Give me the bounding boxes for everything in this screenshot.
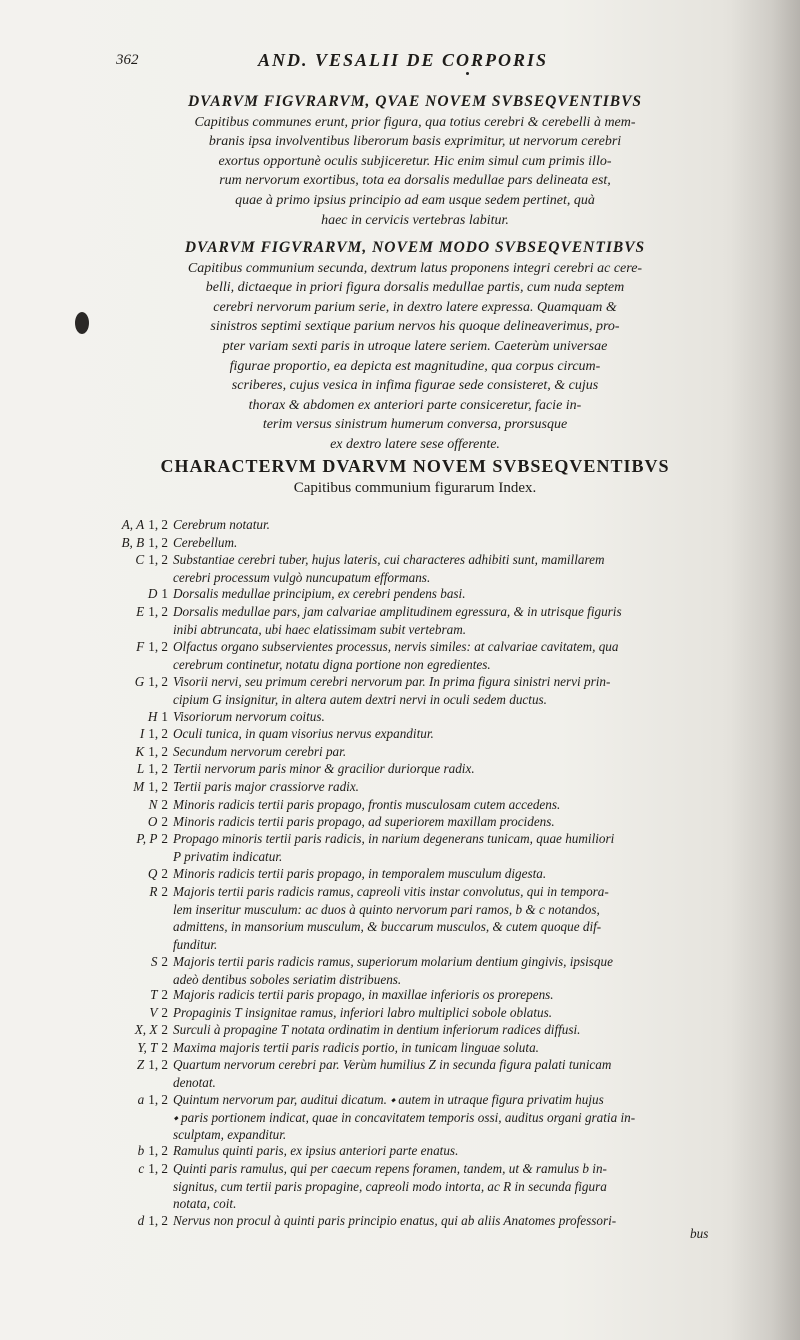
entry-figure-ref: 2 bbox=[161, 1005, 168, 1020]
entry-line: Ramulus quinti paris, ex ipsius anteriori parte enatus. bbox=[173, 1143, 459, 1158]
entry-line: Majoris radicis tertii paris propago, in maxillae inferioris os prorepens. bbox=[173, 987, 554, 1002]
entry-figure-ref: 1, 2 bbox=[148, 552, 168, 567]
entry-text bbox=[173, 1212, 710, 1230]
entry-line: cipium G insignitur, in altera autem dextri nervi in oculi sedem ductus. bbox=[173, 691, 547, 707]
entry-line: Majoris tertii paris radicis ramus, capreoli vitis instar convolutus, qui in tempora- bbox=[173, 884, 609, 899]
entry-text bbox=[173, 725, 710, 743]
entry-text bbox=[173, 986, 710, 1004]
index-entry bbox=[40, 551, 710, 586]
entry-figure-ref: 1, 2 bbox=[148, 761, 168, 776]
entry-line: Surculi à propagine T notata ordinatim in dentium inferiorum radices diffusi. bbox=[173, 1022, 581, 1037]
index-entry bbox=[40, 585, 710, 603]
entry-letter: C bbox=[135, 552, 145, 567]
entry-text bbox=[173, 865, 710, 883]
entry-line: Quintum nervorum par, auditui dicatum. ⬩ autem in utraque figura privatim hujus bbox=[173, 1092, 604, 1107]
entry-letter: V bbox=[149, 1005, 158, 1020]
entry-letter: I bbox=[139, 726, 145, 741]
entry-line: signitus, cum tertii paris propagine, capreoli modo intorta, ac R in secunda figura bbox=[173, 1178, 607, 1194]
index-entry bbox=[40, 673, 710, 708]
index-entry bbox=[40, 865, 710, 883]
entry-letter: F bbox=[136, 639, 145, 654]
entry-line: Cerebrum notatur. bbox=[173, 517, 270, 532]
entry-line: Minoris radicis tertii paris propago, ad superiorem maxillam procidens. bbox=[173, 814, 555, 829]
entry-letter: c bbox=[138, 1161, 145, 1176]
entry-text bbox=[173, 585, 710, 603]
entry-line: Tertii paris major crassiorve radix. bbox=[173, 779, 359, 794]
caption-title: DVARVM FIGVRARVM, QVAE NOVEM SVBSEQVENTIBVS bbox=[187, 93, 643, 110]
entry-label bbox=[40, 516, 168, 534]
entry-figure-ref: 1, 2 bbox=[148, 726, 168, 741]
entry-letter: L bbox=[136, 761, 145, 776]
entry-label bbox=[40, 708, 168, 726]
index-title: CHARACTERVM DVARVM NOVEM SVBSEQVENTIBVS bbox=[160, 456, 670, 476]
entry-letter: E bbox=[136, 604, 145, 619]
entry-letter: d bbox=[137, 1213, 145, 1228]
entry-figure-ref: 1, 2 bbox=[148, 517, 168, 532]
entry-label bbox=[40, 1004, 168, 1022]
entry-figure-ref: 1, 2 bbox=[148, 674, 168, 689]
entry-label bbox=[40, 953, 168, 971]
index-entry bbox=[40, 883, 710, 953]
entry-line: Tertii nervorum paris minor & gracilior duriorque radix. bbox=[173, 761, 475, 776]
index-entry bbox=[40, 708, 710, 726]
caption-first-figure bbox=[130, 92, 700, 230]
entry-line: Visorii nervi, seu primum cerebri nervorum par. In prima figura sinistri nervi prin- bbox=[173, 674, 611, 689]
entry-figure-ref: 2 bbox=[161, 866, 168, 881]
caption-second-figure bbox=[130, 238, 700, 455]
entry-line: Maxima majoris tertii paris radicis portio, in tunicam linguae soluta. bbox=[173, 1040, 539, 1055]
page-number: 362 bbox=[116, 52, 139, 68]
entry-figure-ref: 1, 2 bbox=[148, 779, 168, 794]
caption-line: Capitibus communes erunt, prior figura, qua totius cerebri & cerebelli à mem- bbox=[194, 114, 636, 130]
entry-line: denotat. bbox=[173, 1074, 216, 1090]
entry-figure-ref: 2 bbox=[161, 1022, 168, 1037]
index-entry bbox=[40, 725, 710, 743]
entry-line: Propaginis T insignitae ramus, inferiori labro multiplici sobole oblatus. bbox=[173, 1005, 553, 1020]
entry-label bbox=[40, 1039, 168, 1057]
entry-text bbox=[173, 603, 710, 638]
index-entry bbox=[40, 534, 710, 552]
running-head: AND. VESALII DE CORPORIS bbox=[258, 50, 549, 70]
index-entry bbox=[40, 1021, 710, 1039]
entry-label bbox=[40, 1142, 168, 1160]
index-entry bbox=[40, 638, 710, 673]
index-entry bbox=[40, 1091, 710, 1144]
entry-figure-ref: 2 bbox=[161, 797, 168, 812]
entry-letter: P, P bbox=[136, 831, 158, 846]
entry-label bbox=[40, 830, 168, 848]
entry-letter: a bbox=[137, 1092, 145, 1107]
caption-line: terim versus sinistrum humerum conversa, prorsusque bbox=[262, 417, 568, 433]
entry-label bbox=[40, 585, 168, 603]
caption-line: thorax & abdomen ex anteriori parte consiceretur, facie in- bbox=[248, 397, 582, 413]
entry-line: notata, coit. bbox=[173, 1196, 237, 1212]
entry-text bbox=[173, 673, 710, 708]
index-entry bbox=[40, 830, 710, 865]
entry-line: lem inseritur musculum: ac duos à quinto nervorum pari ramos, b & c notandos, bbox=[173, 901, 600, 917]
entry-figure-ref: 1, 2 bbox=[148, 1143, 168, 1158]
entry-label bbox=[40, 551, 168, 569]
caption-line: figurae proportio, ea depicta est magnitudine, qua corpus circum- bbox=[229, 358, 601, 374]
entry-figure-ref: 1, 2 bbox=[148, 639, 168, 654]
entry-text bbox=[173, 760, 710, 778]
entry-text bbox=[173, 830, 710, 865]
entry-line: Substantiae cerebri tuber, hujus lateris, cui characteres adhibiti sunt, mamillarem bbox=[173, 552, 605, 567]
index-entry bbox=[40, 760, 710, 778]
entry-line: Nervus non procul à quinti paris principio enatus, qui ab aliis Anatomes professori- bbox=[173, 1213, 617, 1228]
entry-text bbox=[173, 1021, 710, 1039]
entry-letter: M bbox=[133, 779, 145, 794]
head-dot bbox=[466, 72, 469, 75]
entry-figure-ref: 2 bbox=[161, 1040, 168, 1055]
entry-text bbox=[173, 1039, 710, 1057]
entry-text bbox=[173, 1056, 710, 1091]
entry-letter: D bbox=[147, 586, 158, 601]
index-entry bbox=[40, 796, 710, 814]
entry-letter: b bbox=[137, 1143, 145, 1158]
entry-line: Visoriorum nervorum coitus. bbox=[173, 709, 325, 724]
caption-line: ex dextro latere sese offerente. bbox=[330, 436, 500, 452]
entry-line: Propago minoris tertii paris radicis, in narium degenerans tunicam, quae humiliori bbox=[173, 831, 615, 846]
entry-text bbox=[173, 708, 710, 726]
index-entry bbox=[40, 986, 710, 1004]
entry-text bbox=[173, 953, 710, 988]
entry-label bbox=[40, 1056, 168, 1074]
entry-letter: T bbox=[150, 987, 158, 1002]
entry-label bbox=[40, 760, 168, 778]
entry-figure-ref: 1, 2 bbox=[148, 535, 168, 550]
entry-text bbox=[173, 1160, 710, 1213]
entry-label bbox=[40, 1021, 168, 1039]
entry-figure-ref: 1 bbox=[161, 709, 168, 724]
entry-figure-ref: 2 bbox=[161, 954, 168, 969]
entry-text bbox=[173, 743, 710, 761]
entry-label bbox=[40, 743, 168, 761]
entry-line: Dorsalis medullae principium, ex cerebri pendens basi. bbox=[173, 586, 466, 601]
caption-line: Capitibus communium secunda, dextrum latus proponens integri cerebri ac cere- bbox=[187, 260, 643, 276]
caption-line: branis ipsa involventibus liberorum basis exprimitur, ut nervorum cerebri bbox=[208, 134, 622, 150]
entry-text bbox=[173, 551, 710, 586]
index-entry bbox=[40, 953, 710, 988]
entry-line: Dorsalis medullae pars, jam calvariae amplitudinem egressura, & in utrisque figuris bbox=[173, 604, 622, 619]
entry-letter: H bbox=[147, 709, 158, 724]
entry-label bbox=[40, 1160, 168, 1178]
ink-blot bbox=[75, 312, 89, 334]
catchword: bus bbox=[690, 1226, 709, 1241]
entry-letter: K bbox=[135, 744, 145, 759]
entry-line: P privatim indicatur. bbox=[173, 848, 283, 864]
index-entry bbox=[40, 813, 710, 831]
caption-line: sinistros septimi sextique parium nervos his quoque delineaverimus, pro- bbox=[210, 319, 620, 335]
entry-label bbox=[40, 883, 168, 901]
entry-letter: Q bbox=[147, 866, 158, 881]
caption-line: exortus opportunè oculis subjiceretur. Hic enim simul cum primis illo- bbox=[218, 153, 612, 169]
caption-line: pter variam sexti paris in utroque latere seriem. Caeterùm universae bbox=[222, 338, 608, 354]
entry-label bbox=[40, 603, 168, 621]
caption-title: DVARVM FIGVRARVM, NOVEM MODO SVBSEQVENTIBVS bbox=[184, 239, 646, 256]
index-entry bbox=[40, 1056, 710, 1091]
entry-line: admittens, in mansorium musculum, & buccarum musculos, & cutem quoque dif- bbox=[173, 919, 602, 935]
entry-letter: Z bbox=[136, 1057, 145, 1072]
entry-line: Quinti paris ramulus, qui per caecum repens foramen, tandem, ut & ramulus b in- bbox=[173, 1161, 607, 1176]
entry-line: Majoris tertii paris radicis ramus, superiorum molarium dentium gingivis, ipsisque bbox=[173, 954, 613, 969]
index-entry bbox=[40, 1212, 710, 1230]
entry-letter: B, B bbox=[121, 535, 145, 550]
entry-figure-ref: 1, 2 bbox=[148, 1092, 168, 1107]
entry-label bbox=[40, 534, 168, 552]
entry-figure-ref: 1, 2 bbox=[148, 604, 168, 619]
index-entry bbox=[40, 603, 710, 638]
index-entry bbox=[40, 1039, 710, 1057]
entry-figure-ref: 1, 2 bbox=[148, 1161, 168, 1176]
index-subtitle: Capitibus communium figurarum Index. bbox=[293, 480, 537, 496]
entry-label bbox=[40, 1212, 168, 1230]
entry-label bbox=[40, 796, 168, 814]
caption-line: scriberes, cujus vesica in infima figurae sede consisteret, & cujus bbox=[231, 378, 599, 394]
entry-line: Olfactus organo subservientes processus, nervis similes: at calvariae cavitatem, qua bbox=[173, 639, 619, 654]
entry-letter: S bbox=[150, 954, 158, 969]
entry-line: Cerebellum. bbox=[173, 535, 238, 550]
entry-figure-ref: 1, 2 bbox=[148, 1213, 168, 1228]
entry-line: ⬩ paris portionem indicat, quae in concavitatem temporis ossi, auditus organi gratia in- bbox=[173, 1109, 636, 1125]
entry-letter: Y, T bbox=[137, 1040, 158, 1055]
entry-line: Minoris radicis tertii paris propago, frontis musculosam cutem accedens. bbox=[173, 797, 561, 812]
entry-letter: A, A bbox=[121, 517, 145, 532]
entry-text bbox=[173, 1004, 710, 1022]
entry-line: Minoris radicis tertii paris propago, in temporalem musculum digesta. bbox=[173, 866, 547, 881]
entry-label bbox=[40, 865, 168, 883]
entry-letter: X, X bbox=[134, 1022, 158, 1037]
index-entry bbox=[40, 1142, 710, 1160]
entry-figure-ref: 1 bbox=[161, 586, 168, 601]
entry-text bbox=[173, 883, 710, 953]
entry-line: Oculi tunica, in quam visorius nervus expanditur. bbox=[173, 726, 434, 741]
entry-text bbox=[173, 516, 710, 534]
entry-figure-ref: 2 bbox=[161, 884, 168, 899]
entry-line: adeò dentibus soboles seriatim distribuens. bbox=[173, 971, 402, 987]
entry-label bbox=[40, 986, 168, 1004]
entry-text bbox=[173, 1091, 710, 1144]
entry-text bbox=[173, 1142, 710, 1160]
index-entry bbox=[40, 1160, 710, 1213]
entry-label bbox=[40, 1091, 168, 1109]
entry-figure-ref: 1, 2 bbox=[148, 744, 168, 759]
entry-label bbox=[40, 813, 168, 831]
entry-line: sculptam, expanditur. bbox=[173, 1127, 287, 1143]
entry-text bbox=[173, 778, 710, 796]
entry-label bbox=[40, 778, 168, 796]
entry-line: cerebri processum vulgò nuncupatum efformans. bbox=[173, 569, 431, 585]
entry-letter: N bbox=[148, 797, 158, 812]
entry-text bbox=[173, 638, 710, 673]
entry-letter: O bbox=[147, 814, 158, 829]
index-entry bbox=[40, 743, 710, 761]
entry-figure-ref: 1, 2 bbox=[148, 1057, 168, 1072]
entry-text bbox=[173, 796, 710, 814]
entry-letter: G bbox=[134, 674, 145, 689]
entry-line: Secundum nervorum cerebri par. bbox=[173, 744, 347, 759]
entry-text bbox=[173, 813, 710, 831]
index-entry bbox=[40, 1004, 710, 1022]
index-entry bbox=[40, 778, 710, 796]
entry-label bbox=[40, 725, 168, 743]
entry-figure-ref: 2 bbox=[161, 831, 168, 846]
entry-line: Quartum nervorum cerebri par. Verùm humilius Z in secunda figura palati tunicam bbox=[173, 1057, 612, 1072]
entry-line: inibi abtruncata, ubi haec elatissimam subit vertebram. bbox=[173, 621, 467, 637]
entry-figure-ref: 2 bbox=[161, 814, 168, 829]
entry-line: funditur. bbox=[173, 936, 218, 952]
page-edge-shadow bbox=[730, 0, 800, 1340]
entry-line: cerebrum continetur, notatu digna portione non egredientes. bbox=[173, 656, 491, 672]
caption-line: quae à primo ipsius principio ad eam usque sedem pertinet, quà bbox=[235, 192, 595, 208]
index-entry bbox=[40, 516, 710, 534]
caption-line: haec in cervicis vertebras labitur. bbox=[321, 212, 509, 228]
caption-line: cerebri nervorum parium serie, in dextro latere expressa. Quamquam & bbox=[213, 299, 617, 315]
entry-label bbox=[40, 638, 168, 656]
entry-letter: R bbox=[149, 884, 158, 899]
entry-label bbox=[40, 673, 168, 691]
caption-line: rum nervorum exortibus, tota ea dorsalis medullae pars delineata est, bbox=[219, 173, 611, 189]
entry-figure-ref: 2 bbox=[161, 987, 168, 1002]
caption-line: belli, dictaeque in priori figura dorsalis medullae partis, cum nuda septem bbox=[205, 280, 625, 296]
entry-text bbox=[173, 534, 710, 552]
